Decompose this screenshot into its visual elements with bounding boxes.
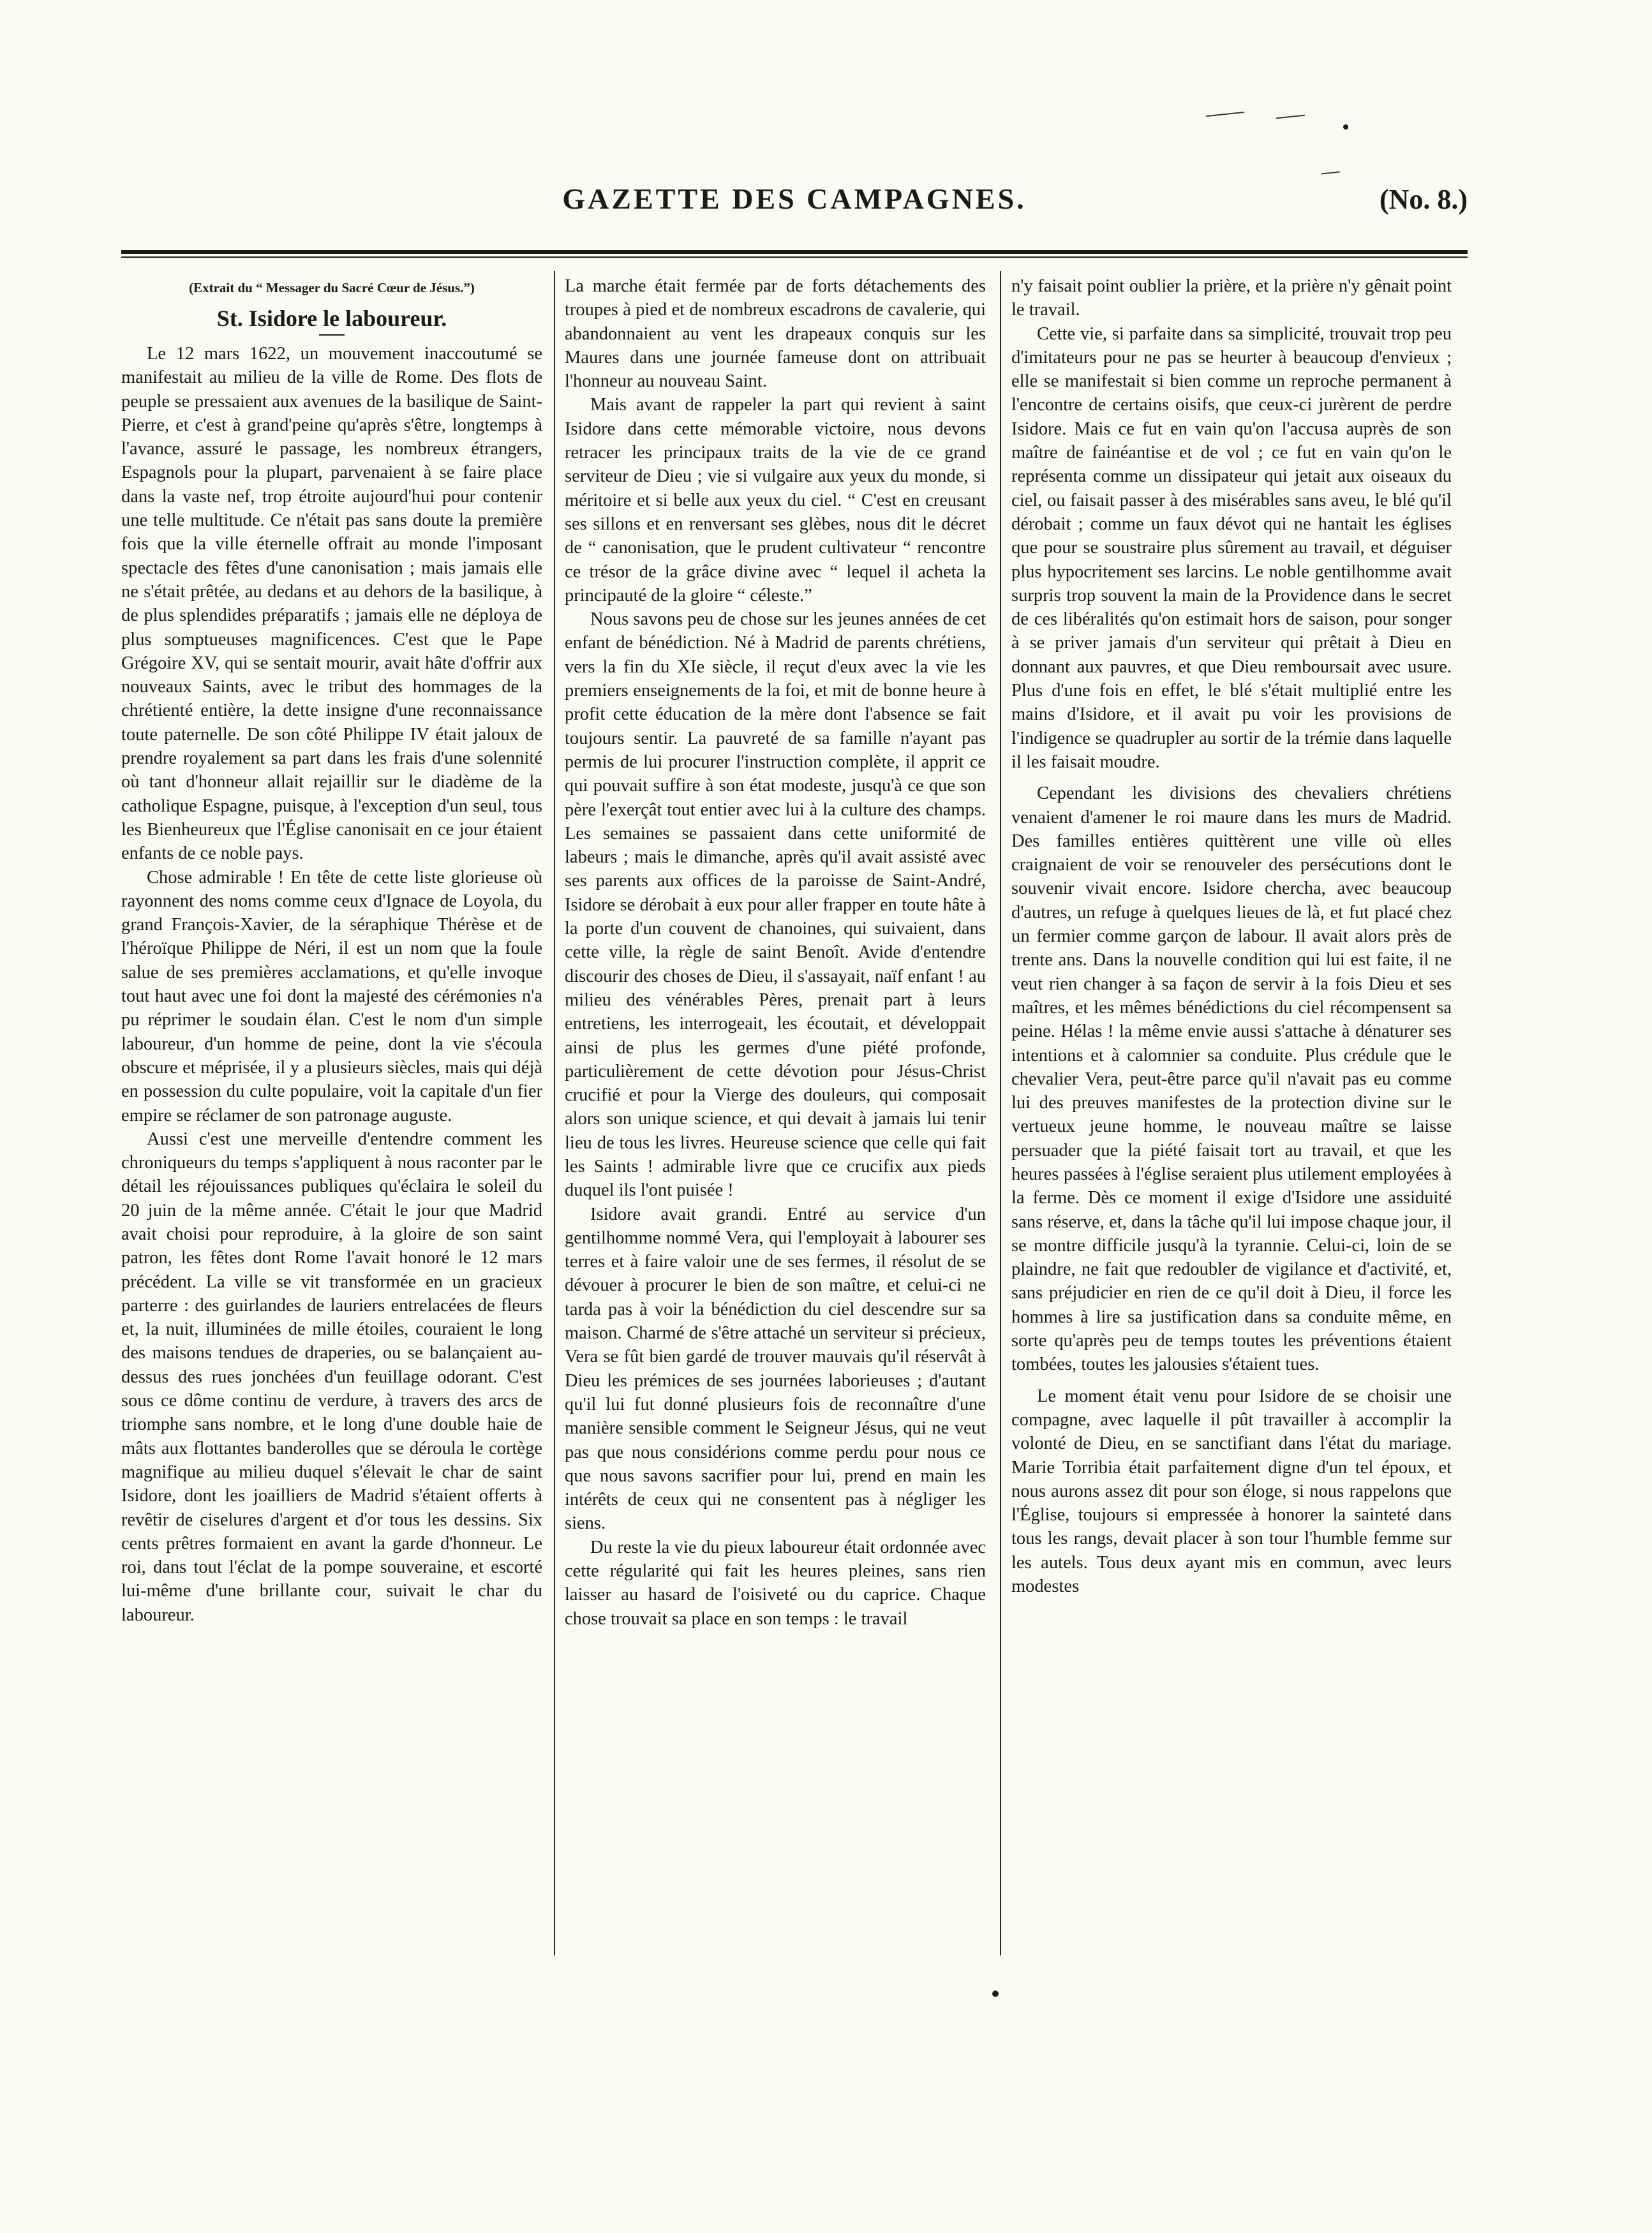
paragraph: Mais avant de rappeler la part qui revient à saint Isidore dans cette mémorable victoire, nous devons retracer les principaux traits de la vie de ce grand serviteur de Dieu ; vie si vulgaire aux yeux du monde, si méritoire et si belle aux yeux du ciel. “ C'est en creusant ses sillons et en renversant ses glèbes, nous dit le décret de “ canonisation, que le prudent cultivateur “ rencontre ce trésor de la grâce divine avec “ lequel il acheta la principauté de la gloire “ céleste.” xyxy=(565,395,986,605)
column-3 xyxy=(1011,274,1452,1965)
paragraph: n'y faisait point oublier la prière, et la prière n'y gênait point le travail. xyxy=(1011,276,1452,320)
newspaper-title: GAZETTE DES CAMPAGNES. xyxy=(562,182,1027,215)
header-rule-thin xyxy=(121,256,1468,258)
paragraph: Isidore avait grandi. Entré au service d'un gentilhomme nommé Vera, qui l'employait à labourer ses terres et à faire valoir une de ses fermes, il résolut de se dévouer à procurer le bien de son maître, et celui-ci ne tarda pas à voir la bénédiction du ciel descendre sur sa maison. Charmé de s'être attaché un serviteur si précieux, Vera se fût bien gardé de trouver mauvais qu'il réservât à Dieu les prémices de ses journées laborieuses ; d'autant qu'il lui fut donné plusieurs fois de reconnaître d'une manière sensible comment le Seigneur Jésus, qui ne veut pas que nous considérions comme perdu pour nous ce que nous savons sacrifier pour lui, prend en main les intérêts de ceux qui ne consentent pas à négliger les siens. xyxy=(565,1204,986,1534)
column-separator xyxy=(554,271,555,1955)
scan-mark xyxy=(1206,112,1244,117)
paragraph: Cette vie, si parfaite dans sa simplicité, trouvait trop peu d'imitateurs pour ne pas se heurter à beaucoup d'envieux ; elle se manifestait si bien comme un reproche permanent à l'encontre de certains oisifs, que ceux-ci jurèrent de perdre Isidore. Mais ce fut en vain qu'on l'accusa auprès de son maître de fainéantise et de vol ; ce fut en vain qu'on le représenta comme un dissipateur qui jetait aux oiseaux du ciel, ou faisait passer à des misérables sans aveu, le blé qu'il dérobait ; comme un faux dévot qui ne hantait les églises que pour se soustraire plus sûrement au travail, et déguiser plus hypocritement ses larcins. Le noble gentilhomme avait surpris trop souvent la main de la Providence dans le secret de ces libéralités qu'on estimait hors de saison, pour songer à se priver jamais d'un serviteur qui prêtait à Dieu en donnant aux pauvres, et que Dieu remboursait avec usure. Plus d'une fois en effet, le blé s'était multiplié entre les mains d'Isidore, et il avait pu voir les provisions de l'indigence se quadrupler au sortir de la trémie dans laquelle il les faisait moudre. xyxy=(1011,323,1452,772)
paragraph: La marche était fermée par de forts détachements des troupes à pied et de nombreux escadrons de cavalerie, qui abandonnaient au vent les drapeaux conquis sur les Maures dans une journée fameuse dont on attribuait l'honneur au nouveau Saint. xyxy=(565,276,986,392)
paragraph: Le moment était venu pour Isidore de se choisir une compagne, avec laquelle il pût travailler à accomplir la volonté de Dieu, en se sanctifiant dans l'état du mariage. Marie Torribia était parfaitement digne d'un tel époux, et nous aurons assez dit pour son éloge, si nous rappelons que l'Église, toujours si empressée à honorer la sainteté dans tous les rangs, devait placer à son tour l'humble femme sur les autels. Tous deux ayant mis en commun, avec leurs modestes xyxy=(1011,1386,1452,1597)
issue-number: (No. 8.) xyxy=(1379,184,1468,215)
bottom-ornament xyxy=(992,1991,999,1997)
title-divider xyxy=(319,334,345,336)
scan-dot xyxy=(1343,124,1348,130)
paragraph: Aussi c'est une merveille d'entendre comment les chroniqueurs du temps s'appliquent à nous raconter par le détail les réjouissances publiques qu'éclaira le soleil du 20 juin de la même année. C'était le jour que Madrid avait choisi pour reproduire, à la gloire de son saint patron, les fêtes dont Rome l'avait honoré le 12 mars précédent. La ville se vit transformée en un gracieux parterre : des guirlandes de lauriers entrelacées de fleurs et, la nuit, illuminées de mille étoiles, couraient le long des maisons tendues de draperies, ou se balançaient au-dessus des rues jonchées d'un feuillage odorant. C'est sous ce dôme continu de verdure, à travers des arcs de triomphe sans nombre, et le long d'une double haie de mâts aux flottantes banderolles que se déroula le cortège magnifique au milieu duquel s'élevait le char de saint Isidore, dont les joailliers de Madrid s'étaient offerts à revêtir de ciselures d'argent et d'or tous les dessins. Six cents prêtres formaient en avant la garde d'honneur. Le roi, dans tout l'éclat de la pompe souveraine, et escorté lui-même d'une brillante cour, suivait le char du laboureur. xyxy=(121,1129,542,1625)
paragraph: Cependant les divisions des chevaliers chrétiens venaient d'amener le roi maure dans les murs de Madrid. Des familles entières quittèrent une ville où elles craignaient de voir se renouveler des persécutions dont le souvenir vivait encore. Isidore chercha, avec beaucoup d'autres, un refuge à quelques lieues de là, et fut placé chez un fermier comme garçon de labour. Il avait alors près de trente ans. Dans la nouvelle condition qui lui est faite, il ne veut rien changer à sa façon de servir à la fois Dieu et ses maîtres, et les mêmes bénédictions du ciel récompensent sa peine. Hélas ! la même envie aussi s'attache à dénaturer ses intentions et à calomnier sa conduite. Plus crédule que le chevalier Vera, peut-être parce qu'il n'avait pas eu comme lui des preuves manifestes de la protection divine sur le vertueux jeune homme, le nouveau maître se laisse persuader que la piété faisait tort au travail, et que les heures passées à l'église seraient plus utilement employées à la ferme. Dès ce moment il exige d'Isidore une assiduité sans réserve, et, dans la tâche qu'il lui impose chaque jour, il se montre difficile jusqu'à la tyrannie. Celui-ci, loin de se plaindre, ne fait que redoubler de vigilance et d'activité, et, sans préjudicier en rien de ce qu'il doit à Dieu, il force les hommes à lire sa justification dans sa conduite même, en sorte qu'après peu de temps toutes les préventions étaient tombées, toutes les jalousies s'étaient tues. xyxy=(1011,783,1452,1375)
paragraph: Du reste la vie du pieux laboureur était ordonnée avec cette régularité qui fait les heures pleines, sans rien laisser au hasard de l'oisiveté ou du caprice. Chaque chose trouvait sa place en son temps : le travail xyxy=(565,1537,986,1629)
source-note: (Extrait du “ Messager du Sacré Cœur de Jésus.”) xyxy=(189,280,475,295)
paragraph: Le 12 mars 1622, un mouvement inaccoutumé se manifestait au milieu de la ville de Rome. Des flots de peuple se pressaient aux avenues de la basilique de Saint-Pierre, et c'est à grand'peine qu'après s'être, longtemps à l'avance, assuré le passage, les nombreux étrangers, Espagnols pour la plupart, parvenaient à se faire place dans la vaste nef, trop étroite aujourd'hui pour contenir une telle multitude. Ce n'était pas sans doute la première fois que la ville éternelle offrait au monde l'imposant spectacle des fêtes d'une canonisation ; mais jamais elle ne s'était prêtée, au dedans et au dehors de la basilique, à de plus splendides préparatifs ; jamais elle ne déploya de plus somptueuses magnificences. C'est que le Pape Grégoire XV, qui se sentait mourir, avait hâte d'offrir aux nouveaux Saints, avec le tribut des hommages de la chrétienté entière, la dette insigne d'une reconnaissance toute paternelle. De son côté Philippe IV était jaloux de prendre royalement sa part dans les frais d'une solennité où tant d'honneur allait rejaillir sur le diadème de la catholique Espagne, puisque, à l'exception d'un seul, tous les Bienheureux que l'Église canonisait en ce jour étaient enfants de ce noble pays. xyxy=(121,344,542,864)
paragraph: Chose admirable ! En tête de cette liste glorieuse où rayonnent des noms comme ceux d'Ignace de Loyola, du grand François-Xavier, de la séraphique Thérèse et de l'héroïque Philippe de Néri, il est un nom que la foule salue de ses premières acclamations, et qu'elle invoque tout haut avec une foi dont la majesté des cérémonies n'a pu réprimer le soudain élan. C'est le nom d'un simple laboureur, d'un homme de peine, dont la vie s'écoula obscure et méprisée, il y a plusieurs siècles, mais qui déjà en possession du culte populaire, voit la capitale d'un fier empire se réclamer de son patronage auguste. xyxy=(121,867,542,1125)
column-separator xyxy=(1000,271,1001,1955)
header-rule xyxy=(121,250,1468,254)
masthead xyxy=(121,182,1468,220)
column-1 xyxy=(121,274,542,1965)
scan-mark xyxy=(1276,115,1305,119)
paragraph: Nous savons peu de chose sur les jeunes années de cet enfant de bénédiction. Né à Madrid de parents chrétiens, vers la fin du XIe siècle, il reçut d'eux avec la vie les premiers enseignements de la foi, et mit de bonne heure à profit cette éducation de la mère dont l'absence se fait toujours sentir. La pauvreté de sa famille n'ayant pas permis de lui procurer l'instruction complète, il apprit ce qui pouvait suffire à son état modeste, jusqu'à ce que son père l'exerçât tout entier avec lui à la culture des champs. Les semaines se passaient dans cette uniformité de labeurs ; mais le dimanche, après qu'il avait assisté avec ses parents aux offices de la paroisse de Saint-André, Isidore se dérobait à eux pour aller frapper en toute hâte à la porte d'un couvent de chanoines, qui suivaient, dans cette ville, la règle de saint Benoît. Avide d'entendre discourir des choses de Dieu, il s'assayait, naïf enfant ! au milieu des vénérables Pères, prenait part à leurs entretiens, les interrogeait, les écoutait, et développait ainsi de plus les germes d'une piété profonde, particulièrement de cette dévotion pour Jésus-Christ crucifié et pour la Vierge des douleurs, qui composait alors son unique science, et qui devait à jamais lui tenir lieu de tous les livres. Heureuse science que celle qui fait les Saints ! admirable livre que ce crucifix aux pieds duquel ils l'ont puisée ! xyxy=(565,609,986,1201)
article-title: St. Isidore le laboureur. xyxy=(216,306,447,331)
scan-mark xyxy=(1321,171,1340,174)
column-2 xyxy=(565,274,986,1965)
